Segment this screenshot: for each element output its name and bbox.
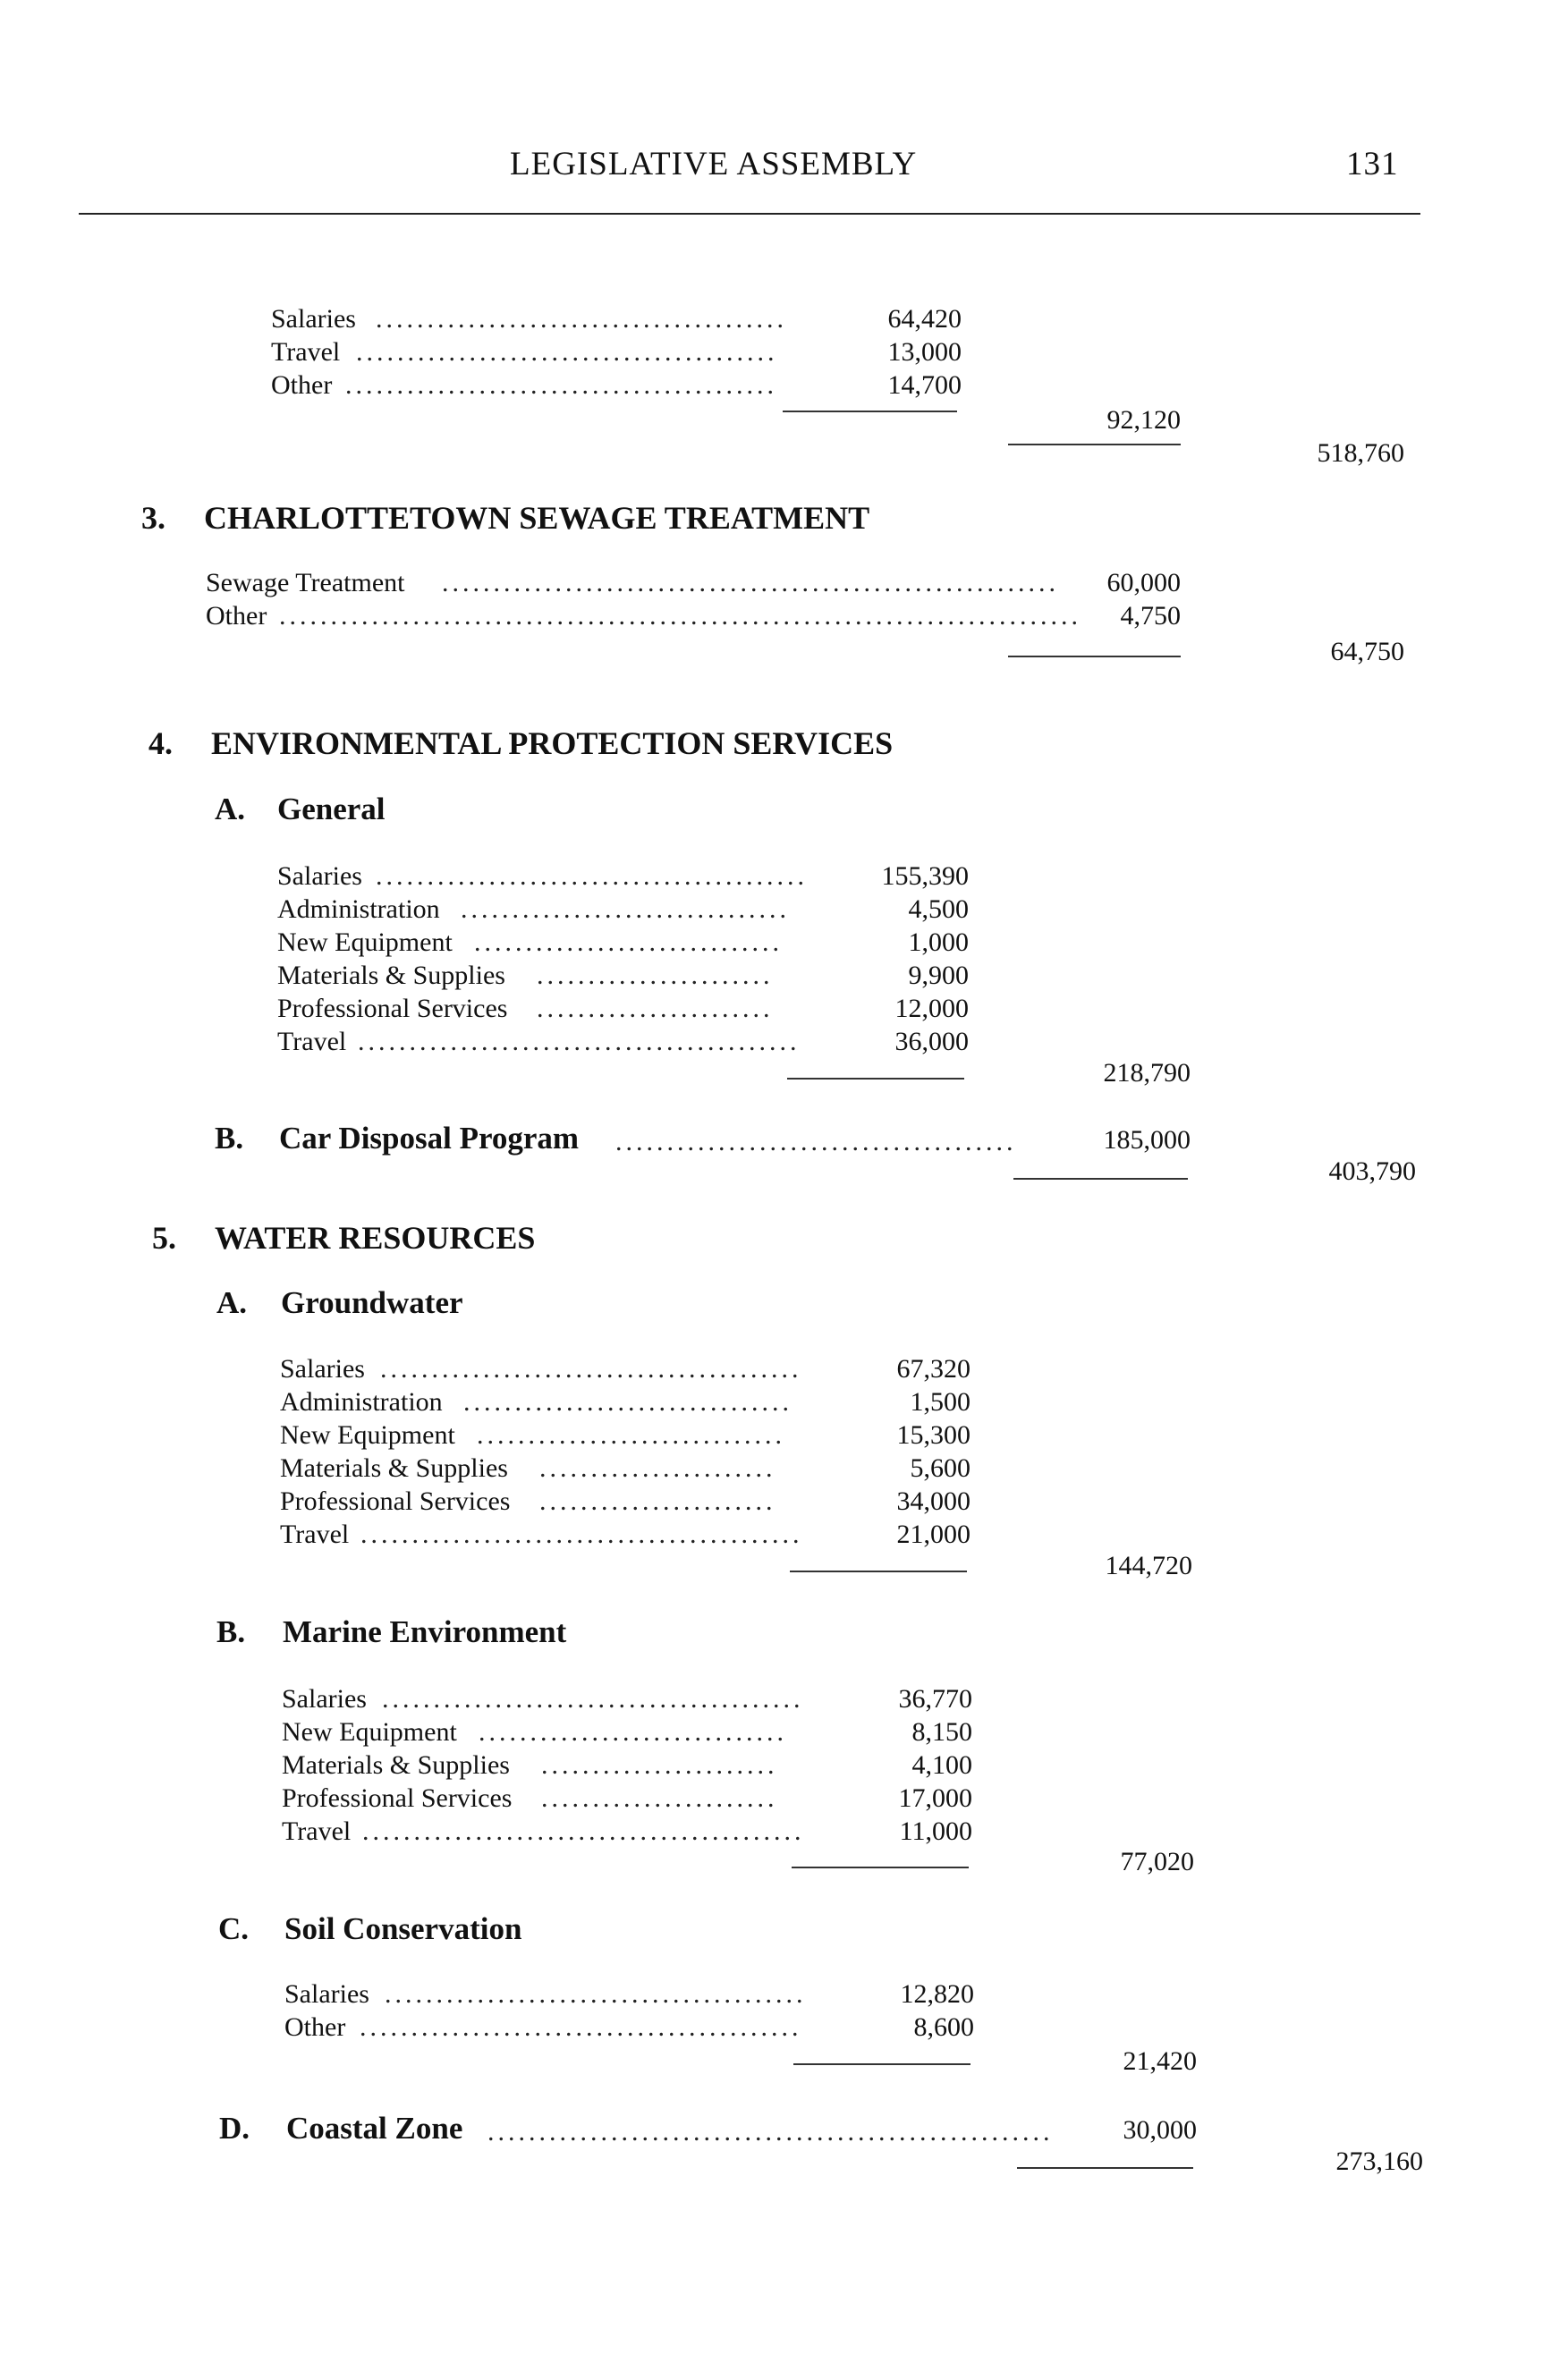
subsection-letter: C. [218,1911,250,1946]
subtotal-rule [787,1078,964,1080]
leader-dots: ......................................... [385,1979,807,2009]
leader-dots: ........................................... [360,1520,803,1549]
line-item-amount: 8,150 [911,1717,972,1747]
line-item-label: Materials & Supplies [280,1453,508,1483]
leader-dots: ......................................... [382,1684,804,1714]
line-item-label: Professional Services [277,994,508,1023]
leader-dots: .............................. [477,1420,785,1450]
line-item-amount: 15,300 [896,1420,970,1450]
total-rule [1008,656,1181,657]
line-item-amount: 21,000 [896,1520,970,1549]
line-item-label: Salaries [284,1979,369,2009]
line-item-amount: 1,000 [908,927,969,957]
line-item-label: Salaries [277,861,362,891]
line-item-label: Other [206,601,267,631]
line-item-label: Travel [271,337,341,367]
leader-dots: .......................................... [345,370,777,400]
leader-dots: ....................... [537,961,774,990]
header-rule [79,213,1420,215]
line-item-label: Administration [280,1387,443,1417]
leader-dots: ....................... [541,1783,778,1813]
subtotal-rule [793,2063,970,2065]
section-title: CHARLOTTETOWN SEWAGE TREATMENT [204,500,870,536]
page-header-title: LEGISLATIVE ASSEMBLY [510,146,918,182]
line-item-amount: 12,000 [894,994,969,1023]
section-number: 5. [152,1220,176,1256]
section-total-amount: 518,760 [1317,438,1404,468]
leader-dots: ........................................ [376,304,787,334]
line-item-label: Travel [282,1816,352,1846]
line-item-label: Administration [277,894,440,924]
line-item-label: Other [284,2012,346,2042]
line-item-amount: 30,000 [1123,2115,1197,2145]
leader-dots: ............................................................ [442,568,1059,597]
subsection-letter: D. [219,2111,250,2146]
subtotal-rule [783,411,957,412]
subtotal-rule [792,1867,969,1868]
line-item-label: New Equipment [282,1717,457,1747]
subtotal-amount: 144,720 [1105,1551,1192,1580]
subsection-title: Groundwater [281,1285,463,1320]
section-title: ENVIRONMENTAL PROTECTION SERVICES [211,725,894,761]
section-total-amount: 273,160 [1335,2147,1423,2176]
leader-dots: .............................. [479,1717,787,1747]
leader-dots: ........................................... [358,1027,801,1056]
subtotal-rule [790,1571,967,1572]
section-total-amount: 64,750 [1330,637,1404,666]
section-number: 4. [148,725,173,761]
subsection-letter: A. [215,792,246,826]
leader-dots: ................................ [463,1387,792,1417]
line-item-label: Travel [277,1027,347,1056]
total-rule [1013,1178,1188,1180]
line-item-label: Salaries [271,304,356,334]
section-number: 3. [141,500,165,536]
line-item-amount: 5,600 [910,1453,970,1483]
section-total-amount: 403,790 [1328,1156,1416,1186]
page-number: 131 [1346,146,1399,182]
subsection-letter: B. [216,1614,246,1649]
line-item-label: Other [271,370,333,400]
line-item-label: Salaries [280,1354,365,1384]
line-item-amount: 14,700 [887,370,962,400]
subsection-title: Coastal Zone [286,2111,463,2146]
line-item-amount: 13,000 [887,337,962,367]
total-rule [1008,444,1181,445]
subsection-letter: A. [216,1285,248,1320]
leader-dots: .............................. [474,927,783,957]
line-item-label: New Equipment [277,927,453,957]
subtotal-amount: 92,120 [1106,405,1181,435]
leader-dots: ....................................................... [487,2117,1054,2147]
line-item-amount: 155,390 [881,861,969,891]
line-item-amount: 4,500 [908,894,969,924]
line-item-amount: 9,900 [908,961,969,990]
subsection-title: Soil Conservation [284,1911,522,1946]
line-item-amount: 36,770 [898,1684,972,1714]
subsection-title: Car Disposal Program [279,1121,580,1156]
leader-dots: ........................................... [362,1816,805,1846]
line-item-amount: 8,600 [913,2012,974,2042]
total-rule [1017,2167,1193,2169]
line-item-amount: 17,000 [898,1783,972,1813]
line-item-label: Professional Services [280,1486,511,1516]
line-item-amount: 11,000 [899,1816,972,1846]
leader-dots: ....................... [541,1750,778,1780]
subsection-title: General [277,792,386,826]
line-item-amount: 12,820 [900,1979,974,2009]
line-item-amount: 34,000 [896,1486,970,1516]
subtotal-amount: 21,420 [1123,2046,1197,2076]
leader-dots: ......................................... [380,1354,802,1384]
line-item-amount: 4,100 [911,1750,972,1780]
line-item-amount: 60,000 [1106,568,1181,597]
leader-dots: ....................................... [615,1127,1017,1156]
line-item-label: Professional Services [282,1783,513,1813]
line-item-label: Materials & Supplies [282,1750,510,1780]
subsection-title: Marine Environment [283,1614,567,1649]
line-item-amount: 36,000 [894,1027,969,1056]
leader-dots: ........................................... [360,2012,802,2042]
line-item-amount: 185,000 [1103,1125,1191,1155]
subtotal-amount: 77,020 [1120,1847,1194,1876]
line-item-amount: 64,420 [887,304,962,334]
leader-dots: ......................................... [356,337,778,367]
line-item-amount: 1,500 [910,1387,970,1417]
subsection-letter: B. [215,1121,244,1156]
leader-dots: .......................................... [376,861,808,891]
leader-dots: .............................................................................. [279,601,1081,631]
line-item-label: Travel [280,1520,350,1549]
leader-dots: ................................ [461,894,790,924]
leader-dots: ....................... [539,1453,776,1483]
line-item-label: Salaries [282,1684,367,1714]
line-item-label: Sewage Treatment [206,568,405,597]
line-item-label: New Equipment [280,1420,455,1450]
line-item-label: Materials & Supplies [277,961,505,990]
leader-dots: ....................... [539,1486,776,1516]
line-item-amount: 67,320 [896,1354,970,1384]
section-title: WATER RESOURCES [215,1220,536,1256]
subtotal-amount: 218,790 [1103,1058,1191,1088]
line-item-amount: 4,750 [1120,601,1181,631]
leader-dots: ....................... [537,994,774,1023]
